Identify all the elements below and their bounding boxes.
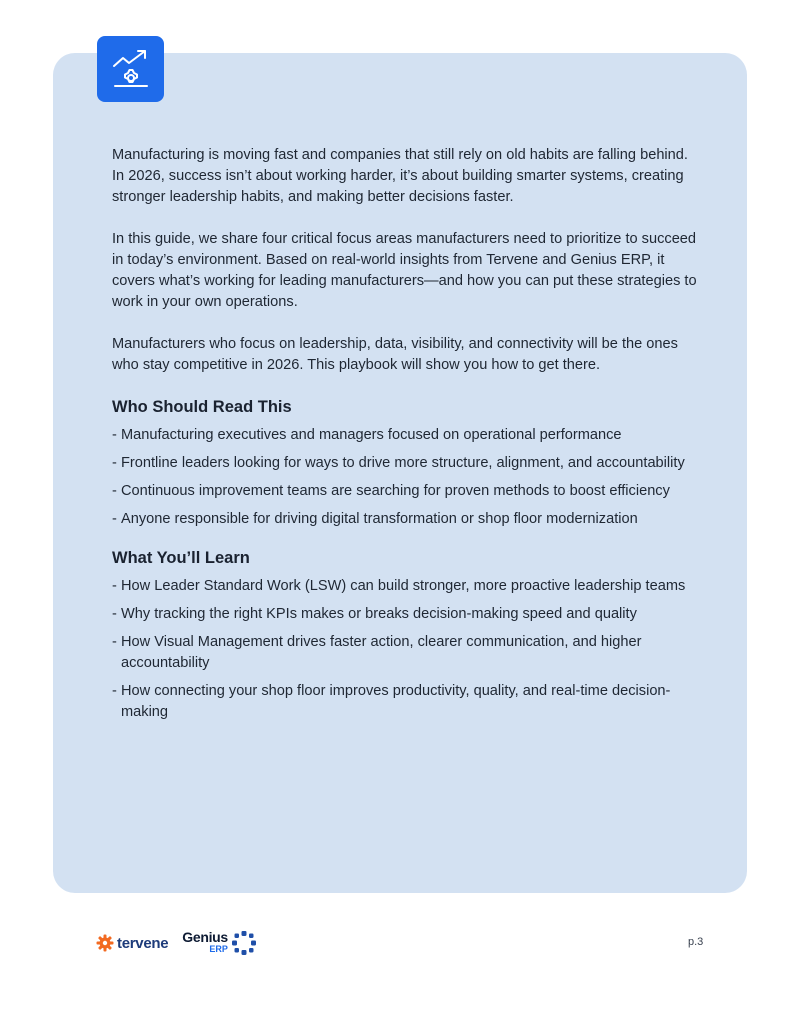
growth-gear-icon: [97, 36, 164, 102]
list-item: - Anyone responsible for driving digital transformation or shop floor modernization: [112, 509, 702, 530]
tervene-wordmark: tervene: [117, 934, 169, 952]
page-body: [112, 145, 702, 730]
list-item: - How Visual Management drives faster action, clearer communication, and higher accountability: [112, 632, 702, 674]
who-list: [112, 425, 702, 530]
footer-logos: [96, 928, 257, 958]
genius-wordmark: Genius: [182, 929, 228, 945]
list-item: - Continuous improvement teams are searching for proven methods to boost efficiency: [112, 481, 702, 502]
list-item: - Why tracking the right KPIs makes or breaks decision-making speed and quality: [112, 604, 702, 625]
list-item: - Frontline leaders looking for ways to drive more structure, alignment, and accountability: [112, 453, 702, 474]
tervene-gear-icon: [96, 934, 114, 952]
genius-dots-icon: [231, 930, 257, 956]
page-number: p.3: [688, 936, 704, 948]
genius-erp-logo: [182, 930, 257, 956]
learn-list: [112, 576, 702, 723]
intro-paragraph-1: Manufacturing is moving fast and companies that still rely on old habits are falling behind. In 2026, success isn’t about working harder, it’s about building smarter systems, creating stronger leadership habits, and making better decisions faster.: [112, 147, 688, 205]
list-item: - Manufacturing executives and managers focused on operational performance: [112, 425, 702, 446]
list-item: - How Leader Standard Work (LSW) can build stronger, more proactive leadership teams: [112, 576, 702, 597]
who-should-read-heading: Who Should Read This: [112, 398, 292, 416]
intro-paragraph-3: Manufacturers who focus on leadership, data, visibility, and connectivity will be the ones who stay competitive in 2026. This playbook will show you how to get there.: [112, 336, 678, 373]
intro-paragraph-2: In this guide, we share four critical focus areas manufacturers need to prioritize to succeed in today’s environment. Based on real-world insights from Tervene and Genius ERP, it covers what’s working for leading manufacturers—and how you can put these strategies to work in your own operations.: [112, 231, 697, 310]
list-item: - How connecting your shop floor improves productivity, quality, and real-time decision-making: [112, 681, 702, 723]
tervene-logo: [96, 934, 168, 952]
what-youll-learn-heading: What You’ll Learn: [112, 549, 250, 567]
erp-wordmark: ERP: [209, 944, 228, 954]
